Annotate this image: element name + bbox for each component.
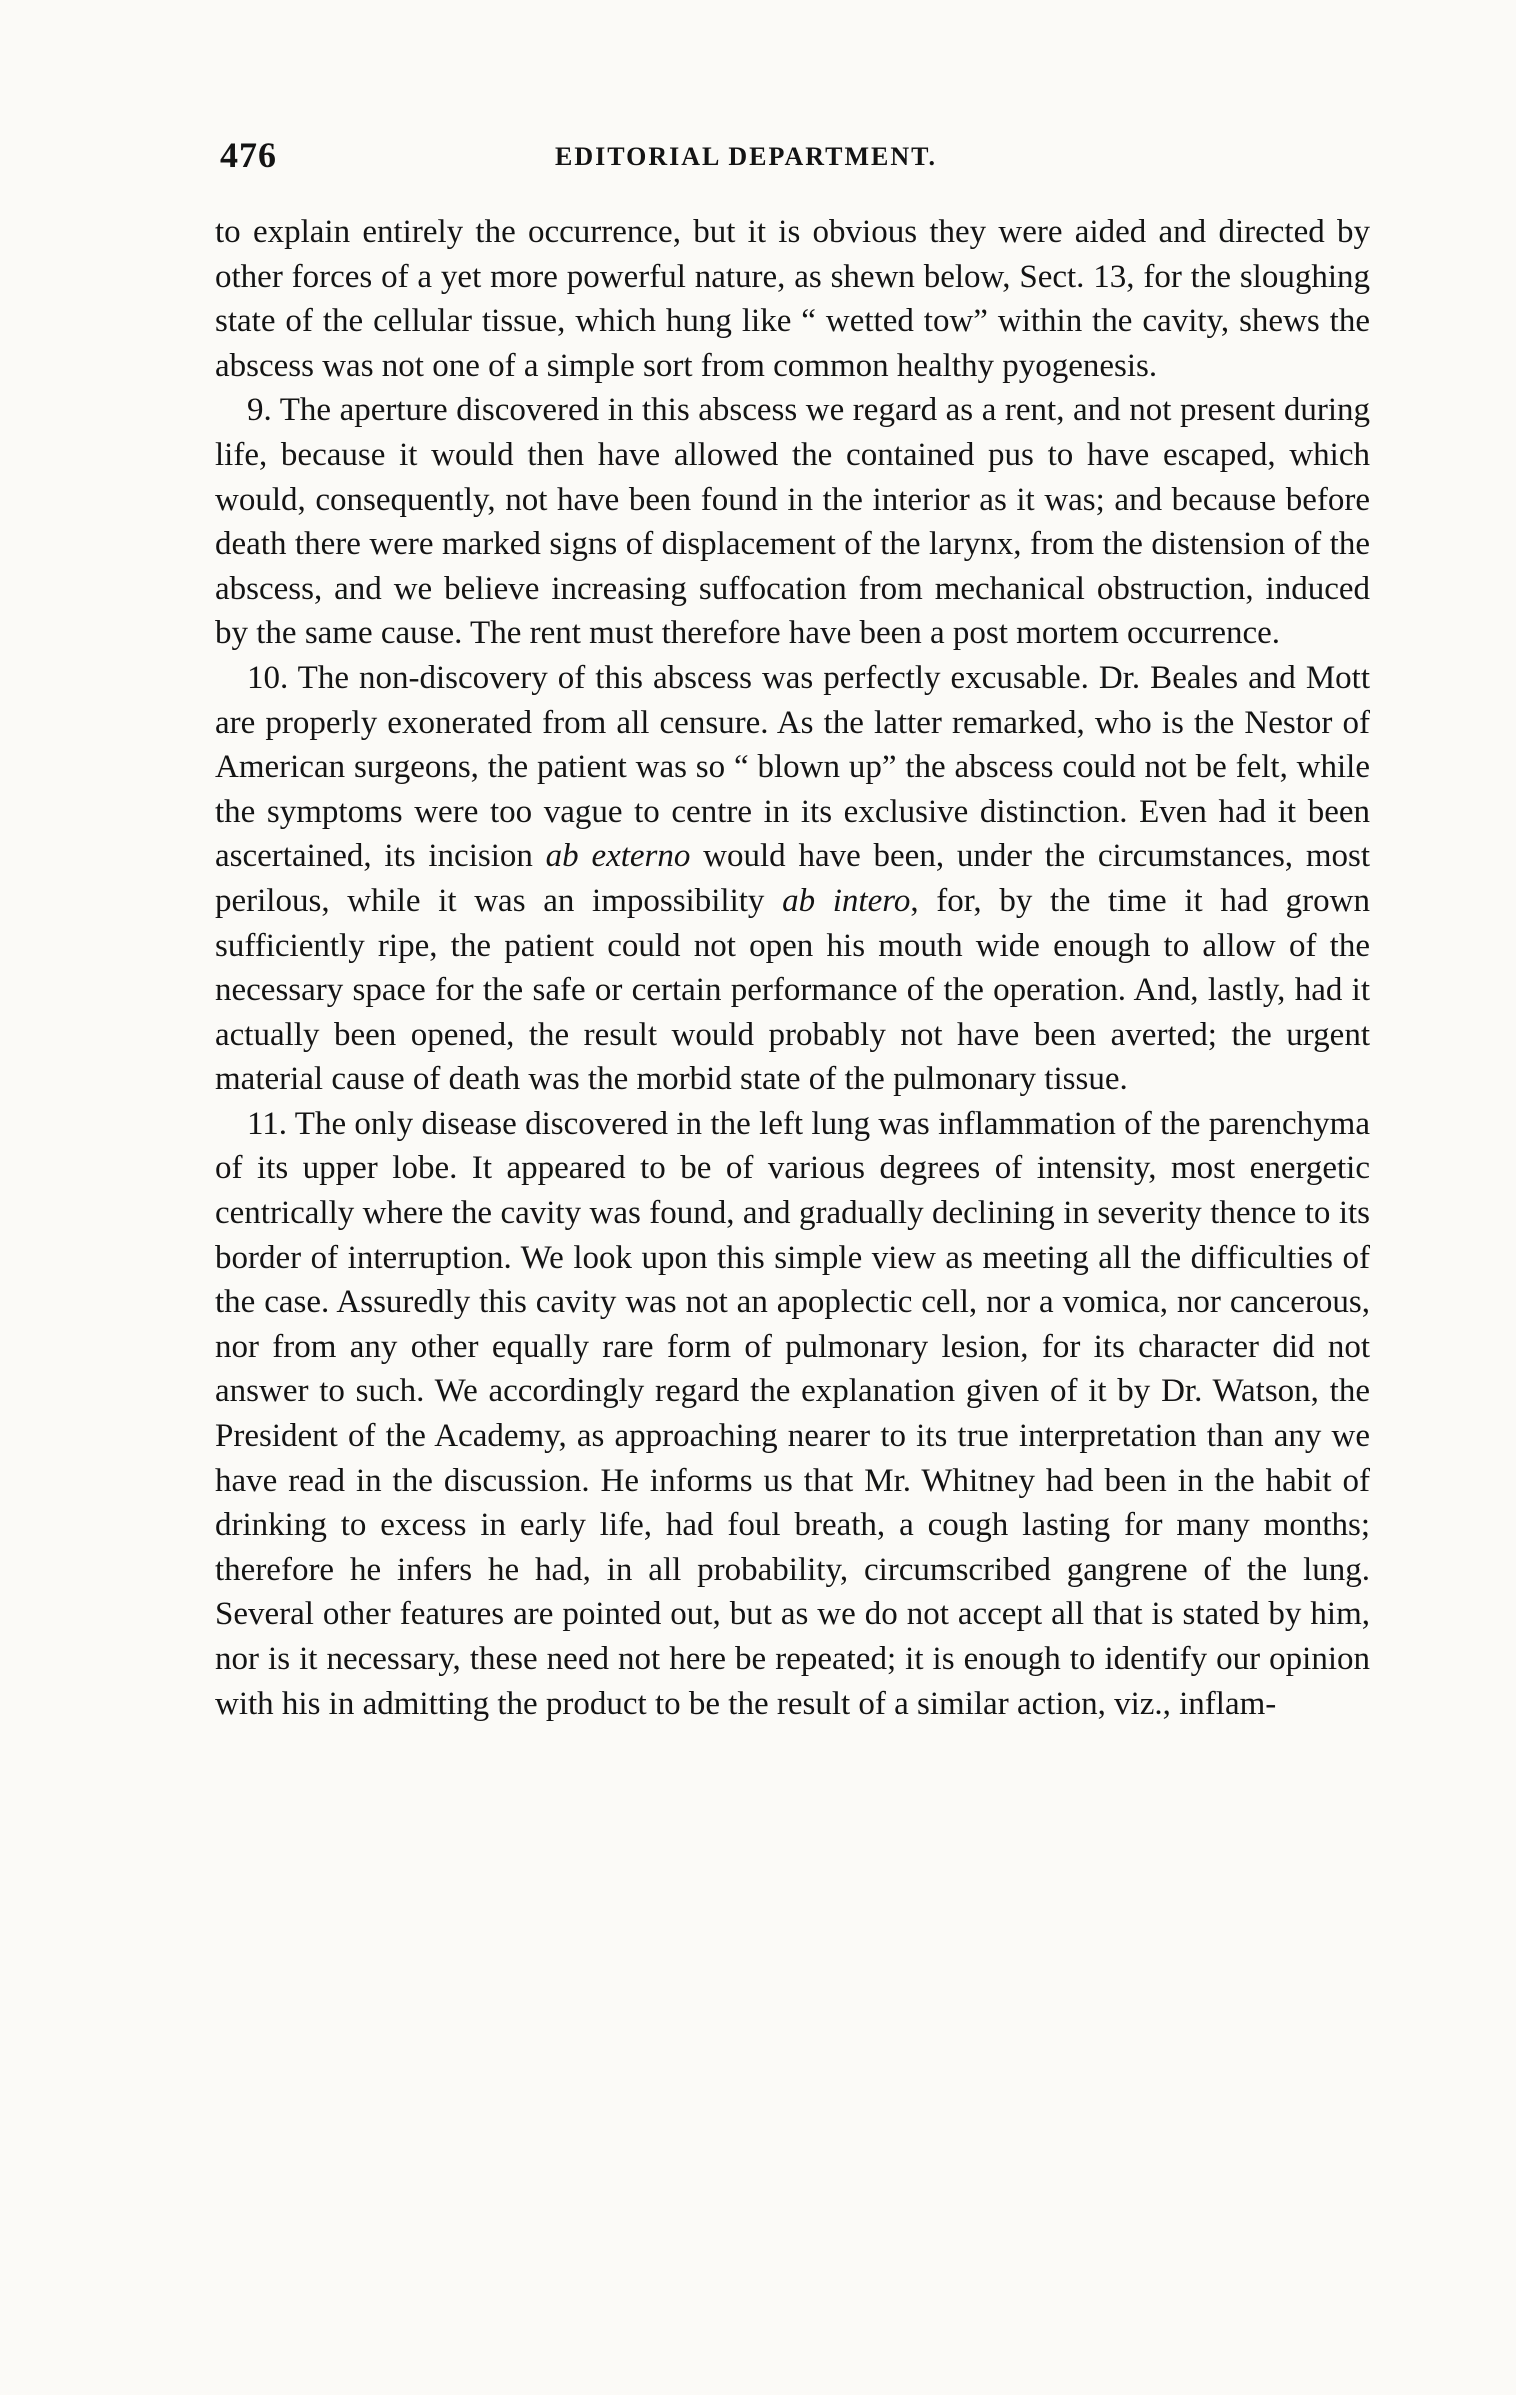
paragraph-text: 10. The non-discovery of this abscess was perfectly excusable. Dr. Beales and Mott are properly exonerated from all censure. As the latter remarked, who is the Nestor of American surgeons, the patient was so “ blown up” the abscess could not be felt, while the symptoms were too vague to centre in its exclusive distinction. Even had it been ascertained, its incision	[215, 659, 1370, 875]
paragraph-continued	[215, 210, 1370, 388]
running-head: EDITORIAL DEPARTMENT.	[555, 142, 938, 171]
paragraph-text: , for, by the time it had grown sufficiently ripe, the patient could not open his mouth wide enough to allow of the necessary space for the safe or certain performance of the operation. And, lastly, had it actually been opened, the result would probably not have been averted; the urgent material cause of death was the morbid state of the pulmonary tissue.	[215, 882, 1370, 1098]
document-page	[215, 130, 1370, 1726]
italic-phrase-ab-intero: ab intero	[782, 882, 911, 919]
paragraph-text: to explain entirely the occurrence, but it is obvious they were aided and directed by other forces of a yet more powerful nature, as shewn below, Sect. 13, for the sloughing state of the cellular tissue, which hung like “ wetted tow” within the cavity, shews the abscess was not one of a simple sort from common healthy pyogenesis.	[215, 214, 1370, 384]
page-number: 476	[220, 135, 277, 175]
paragraph-11	[215, 1102, 1370, 1726]
page-header	[215, 130, 1370, 190]
paragraph-text: would have been, under the circumstances, most perilous, while it was an impossibility	[215, 838, 1370, 919]
paragraph-9	[215, 388, 1370, 656]
paragraph-text: 9. The aperture discovered in this abscess we regard as a rent, and not present during life, because it would then have allowed the contained pus to have escaped, which would, consequently, not have been found in the interior as it was; and because before death there were marked signs of displacement of the larynx, from the distension of the abscess, and we believe increasing suffocation from mechanical obstruction, induced by the same cause. The rent must therefore have been a post mortem occurrence.	[215, 392, 1370, 652]
paragraph-text: 11. The only disease discovered in the left lung was inflammation of the parenchyma of its upper lobe. It appeared to be of various degrees of intensity, most energetic centrically where the cavity was found, and gradually declining in severity thence to its border of interruption. We look upon this simple view as meeting all the difficulties of the case. Assuredly this cavity was not an apoplectic cell, nor a vomica, nor cancerous, nor from any other equally rare form of pulmonary lesion, for its character did not answer to such. We accordingly regard the explanation given of it by Dr. Watson, the President of the Academy, as approaching nearer to its true interpretation than any we have read in the discussion. He informs us that Mr. Whitney had been in the habit of drinking to excess in early life, had foul breath, a cough lasting for many months; therefore he infers he had, in all probability, circumscribed gangrene of the lung. Several other features are pointed out, but as we do not accept all that is stated by him, nor is it necessary, these need not here be repeated; it is enough to identify our opinion with his in admitting the product to be the result of a similar action, viz., inflam-	[215, 1105, 1370, 1722]
paragraph-10	[215, 656, 1370, 1102]
body-text	[215, 210, 1370, 1726]
italic-phrase-ab-externo: ab externo	[545, 838, 691, 875]
